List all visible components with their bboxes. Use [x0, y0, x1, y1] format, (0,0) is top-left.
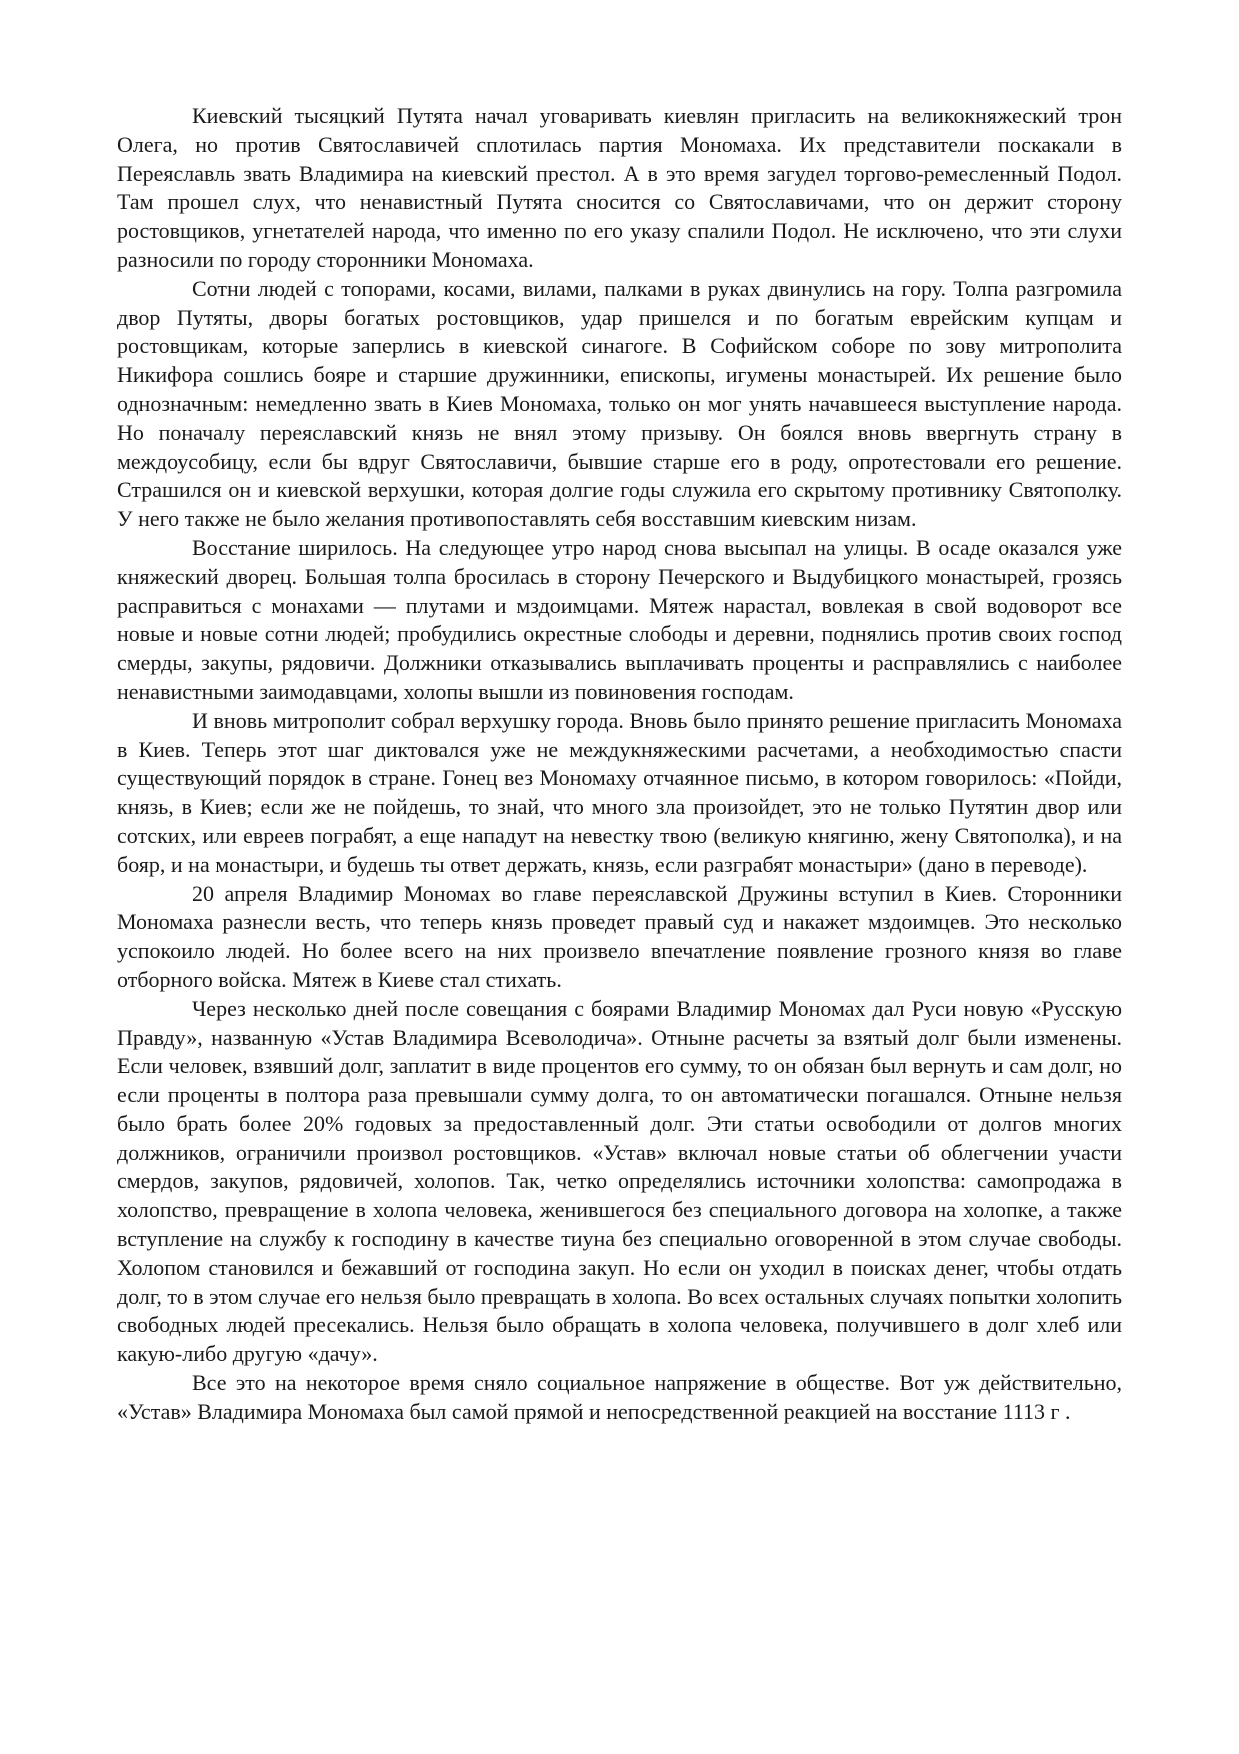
- paragraph: И вновь митрополит собрал верхушку города. Вновь было принято решение пригласить Мономаха в Киев. Теперь этот шаг диктовался уже не междукняжескими расчетами, а необходимостью спасти существующий порядок в стране. Гонец вез Мономаху отчаянное письмо, в котором говорилось: «Пойди, князь, в Киев; если же не пойдешь, то знай, что много зла произойдет, это не только Путятин двор или сотских, или евреев пограбят, а еще нападут на невестку твою (великую княгиню, жену Святополка), и на бояр, и на монастыри, и будешь ты ответ держать, князь, если разграбят монастыри» (дано в переводе).: [117, 707, 1122, 877]
- paragraph: 20 апреля Владимир Мономах во главе переяславской Дружины вступил в Киев. Сторонники Мономаха разнесли весть, что теперь князь проведет правый суд и накажет мздоимцев. Это несколько успокоило людей. Но более всего на них произвело впечатление появление грозного князя во главе отборного войска. Мятеж в Киеве стал стихать.: [117, 880, 1122, 992]
- paragraph: Через несколько дней после совещания с боярами Владимир Мономах дал Руси новую «Русскую Правду», названную «Устав Владимира Всеволодича». Отныне расчеты за взятый долг были изменены. Если человек, взявший долг, заплатит в виде процентов его сумму, то он обязан был вернуть и сам долг, но если проценты в полтора раза превышали сумму долга, то он автоматически погашался. Отныне нельзя было брать более 20% годовых за предоставленный долг. Эти статьи освободили от долгов многих должников, ограничили произвол ростовщиков. «Устав» включал новые статьи об облегчении участи смердов, закупов, рядовичей, холопов. Так, четко определялись источники холопства: самопродажа в холопство, превращение в холопа человека, женившегося без специального договора на холопке, а также вступление на службу к господину в качестве тиуна без специально оговоренной в этом случае свободы. Холопом становился и бежавший от господина закуп. Но если он уходил в поисках денег, чтобы отдать долг, то в этом случае его нельзя было превращать в холопа. Во всех остальных случаях попытки холопить свободных людей пресекались. Нельзя было обращать в холопа человека, получившего в долг хлеб или какую-либо другую «дачу».: [117, 995, 1122, 1367]
- paragraph: Все это на некоторое время сняло социальное напряжение в обществе. Вот уж действительно, «Устав» Владимира Мономаха был самой прямой и непосредственной реакцией на восстание 1113 г .: [117, 1370, 1122, 1424]
- paragraph: Восстание ширилось. На следующее утро народ снова высыпал на улицы. В осаде оказался уже княжеский дворец. Большая толпа бросилась в сторону Печерского и Выдубицкого монастырей, грозясь расправиться с монахами — плутами и мздоимцами. Мятеж нарастал, вовлекая в свой водоворот все новые и новые сотни людей; пробудились окрестные слободы и деревни, поднялись против своих господ смерды, закупы, рядовичи. Должники отказывались выплачивать проценты и расправлялись с наиболее ненавистными заимодавцами, холопы вышли из повиновения господам.: [117, 534, 1122, 704]
- paragraph: Киевский тысяцкий Путята начал уговаривать киевлян пригласить на великокняжеский трон Олега, но против Святославичей сплотилась партия Мономаха. Их представители поскакали в Переяславль звать Владимира на киевский престол. А в это время загудел торгово-ремесленный Подол. Там прошел слух, что ненавистный Путята сносится со Святославичами, что он держит сторону ростовщиков, угнетателей народа, что именно по его указу спалили Подол. Не исключено, что эти слухи разносили по городу сторонники Мономаха.: [117, 103, 1122, 272]
- document-page: [117, 102, 1122, 1427]
- paragraph: Сотни людей с топорами, косами, вилами, палками в руках двинулись на гору. Толпа разгромила двор Путяты, дворы богатых ростовщиков, удар пришелся и по богатым еврейским купцам и ростовщикам, которые заперлись в киевской синагоге. В Софийском соборе по зову митрополита Никифора сошлись бояре и старшие дружинники, епископы, игумены монастырей. Их решение было однозначным: немедленно звать в Киев Мономаха, только он мог унять начавшееся выступление народа. Но поначалу переяславский князь не внял этому призыву. Он боялся вновь ввергнуть страну в междоусобицу, если бы вдруг Святославичи, бывшие старше его в роду, опротестовали его решение. Страшился он и киевской верхушки, которая долгие годы служила его скрытому противнику Святополку. У него также не было желания противопоставлять себя восставшим киевским низам.: [117, 275, 1122, 532]
